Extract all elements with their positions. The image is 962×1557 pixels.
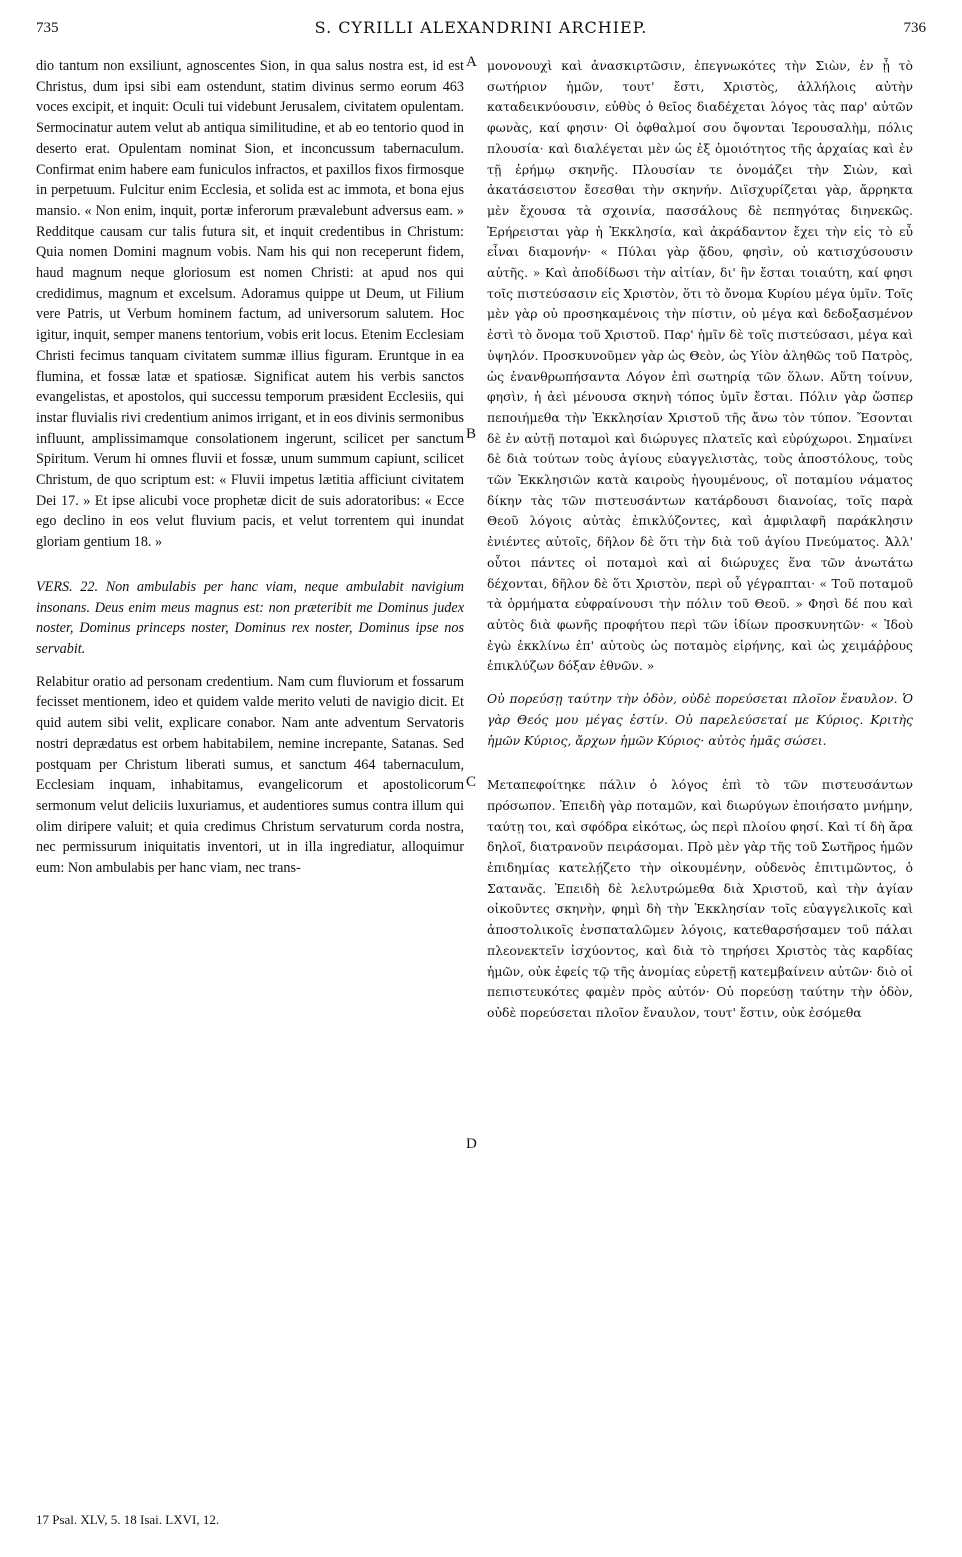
greek-column: [487, 56, 913, 1024]
latin-verse: VERS. 22. Non ambulabis per hanc viam, neque ambulabit navigium insonans. Deus enim meus magnus est: non præteribit me Dominus judex noster, Dominus princeps noster, Dominus rex noster, Dominus ipse nos servabit.: [36, 578, 464, 657]
greek-verse: Οὐ πορεύσῃ ταύτην τὴν ὁδὸν, οὐδὲ πορεύσεται πλοῖον ἔναυλον. Ὁ γὰρ Θεός μου μέγας ἐστίν. Οὐ παρελεύσεταί με Κύριος. Κριτὴς ἡμῶν Κύριος, ἄρχων ἡμῶν Κύριος· αὐτὸς ἡμᾶς σώσει.: [487, 691, 913, 748]
margin-letter-c: C: [466, 774, 477, 790]
page-number-left: 735: [36, 20, 59, 36]
margin-letter-a: A: [466, 54, 477, 70]
margin-letter-b: B: [466, 426, 477, 442]
latin-paragraph: dio tantum non exsiliunt, agnoscentes Sion, in qua salus nostra est, id est Christus, dum ipsi sibi eam ostendunt, statim divinus sermo eorum 463 voces excipit, et inquit: Oculi tui videbunt Jerusalem, civitatem opulentam. Sermocinatur autem velut ab antiqua similitudine, et ab eo tentorio quod in deserto erat. Opulentam nominat Sion, et inconcussum tabernaculum. Confirmat enim habere eam funiculos infractos, et paxillos fixos firmosque in perpetuum. Fulcitur enim Ecclesia, et solida est ac immota, et bona ejus mansio. « Non enim, inquit, portæ inferorum prævalebunt adversus eam. » Redditque causam cur talis futura sit, et inquit credentibus in Christum: Quia nomen Domini magnum vobis. Nam his qui non receperunt fidem, haud magnum neque gloriosum est nomen Christi: at apud nos qui credidimus, magnum et excelsum. Adoramus quippe ut Deum, ut Filium vere Patris, ut Verbum hominem factum, ad universorum salutem. Hoc igitur, inquit, semper manens tentorium, vobis erit locus. Etenim Ecclesiam Christi fecimus tanquam civitatem summæ illius figuram. Eruntque in ea flumina, et fossæ latæ et spatiosæ. Significat autem his verbis sanctos evangelistas, et apostolos, qui successu temporum præsident Ecclesiis, qui instar fluvialis rivi credentium animos irrigant, et in eos divinis sermonibus influunt, amplissimamque consolationem ingerunt, scilicet per sanctum Spiritum. Verum hi omnes fluvii et fossæ, unum summum capiunt, scilicet Christum, de quo scriptum est: « Fluvii impetus lætitia afficiunt civitatem Dei 17. » Et ipse alicubi voce prophetæ dicit de suis adoratoribus: « Ecce ego declino in eos velut fluvium pacis, et velut torrentem qui inundat gloriam gentium 18. »: [36, 58, 464, 551]
greek-paragraph: Μεταπεφοίτηκε πάλιν ὁ λόγος ἐπὶ τὸ τῶν πιστευσάντων πρόσωπον. Ἐπειδὴ γὰρ ποταμῶν, καὶ διωρύγων ἐποιήσατο μνήμην, ταύτῃ τοι, καὶ σφόδρα εἰκότως, ὡς περὶ πλοίου φησί. Καὶ τί δὴ ἄρα δηλοῖ, διατρανοῦν πειράσομαι. Πρὸ μὲν γὰρ τῆς τοῦ Σωτῆρος ἡμῶν ἐπιδημίας κατελῄζετο τὴν οἰκουμένην, οὐδενὸς ἐπιτιμῶντος, ὁ Σατανᾶς. Ἐπειδὴ δὲ λελυτρώμεθα διὰ Χριστοῦ, καὶ τὴν ἁγίαν οἰκοῦντες σκηνὴν, φημὶ δὴ τὴν Ἐκκλησίαν τοῖς εὐαγγελικοῖς καὶ ἀποστολικοῖς ἐνσπαταλῶμεν λόγοις, κατεθαρσήσαμεν τοῦ πάλαι πλεονεκτεῖν ἰσχύοντος, καὶ διὰ τὸ τηρήσει Χριστὸς τὰς καρδίας ἡμῶν, οὐκ ἐφείς τῷ τῆς ἀνομίας εὑρετῇ κατεμβαίνειν αὐτῶν· διὸ οἱ πεπιστευκότες φαμὲν πρὸς αὐτόν· Οὐ πορεύσῃ ταύτην τὴν ὁδὸν, οὐδὲ πορεύσεται πλοῖον ἔναυλον, τουτ' ἔστιν, οὐκ ἐσόμεθα: [487, 777, 913, 1020]
page-number-right: 736: [903, 20, 926, 36]
latin-paragraph: Relabitur oratio ad personam credentium. Nam cum fluviorum et fossarum fecisset mentionem, ideo et quidem valde merito veluti de navigio dicit. Et quid autem sibi velit, explicare conabor. Nam ante adventum Servatoris nostri deprædatus est orbem habitabilem, nemine increpante, Satanas. Sed postquam per Christum liberati sumus, et sanctum 464 tabernaculum, Ecclesiam inquam, inhabitamus, evangelicorum et apostolicorum sermonum velut deliciis luxuriamus, et audentiores sumus contra illum qui olim diripere valuit; et quia credimus Christum servaturum corda nostra, nec permissurum iniquitatis inventori, ut in illa ingrediatur, alloquimur eum: Non ambulabis per hanc viam, nec trans-: [36, 673, 464, 877]
running-header: [36, 10, 926, 50]
latin-column: [36, 56, 464, 879]
margin-letter-d: D: [466, 1136, 477, 1152]
running-title: S. CYRILLI ALEXANDRINI ARCHIEP.: [314, 18, 648, 37]
footnotes: 17 Psal. XLV, 5. 18 Isai. LXVI, 12.: [36, 1512, 220, 1527]
greek-paragraph: μονονουχὶ καὶ ἀνασκιρτῶσιν, ἐπεγνωκότες τὴν Σιὼν, ἐν ᾗ τὸ σωτήριον ἡμῶν, τουτ' ἔστι, Χριστὸς, ἀλλήλοις αὐτὴν καταδεικνύουσιν, εὐθὺς ὁ θεῖος διαδέχεται λόγος τὰς παρ' αὐτῶν φωνὰς, καί φησιν· Οἱ ὀφθαλμοί σου ὄψονται Ἱερουσαλὴμ, πόλις πλουσία· καὶ διαλέγεται μὲν ὡς ἐξ ὁμοιότητος τῆς ἀρχαίας καὶ ἐν τῇ ἐρήμῳ σκηνῆς. Πλουσίαν τε ὀνομάζει τὴν Σιὼν, καὶ ἀκατάσειστον ἔσεσθαι τὴν σκηνήν. Διϊσχυρίζεται γὰρ, ἄρρηκτα μὲν ἔχουσα τὰ σχοινία, πασσάλους δὲ πεπηγότας διηνεκῶς. Ἐρήρεισται γὰρ ἡ Ἐκκλησία, καὶ ἀκράδαντον ἔχει τὴν εἰς τὸ εὖ εἶναι διαμονήν· « Πύλαι γὰρ ᾅδου, φησὶν, οὐ κατισχύσουσιν αὐτῆς. » Καὶ ἀποδίδωσι τὴν αἰτίαν, δι' ἣν ἔσται τοιαύτη, καί φησι τοῖς πιστεύσασιν εἰς Χριστὸν, ὅτι τὸ ὄνομα Κυρίου μέγα ὑμῖν. Τοῖς μὲν γὰρ οὐ προσηκαμένοις τὴν πίστιν, οὐ μέγα καὶ δεδοξασμένον ἐστὶ τὸ ὄνομα τοῦ Χριστοῦ. Παρ' ἡμῖν δὲ τοῖς πιστεύσασι, μέγα καὶ ὑψηλόν. Προσκυνοῦμεν γὰρ ὡς Θεὸν, ὡς Υἱὸν ἀληθῶς τοῦ Πατρὸς, ὡς ἐνανθρωπήσαντα Λόγον ἐπὶ σωτηρίᾳ τῶν ὅλων. Αὕτη τοίνυν, φησὶν, ἡ ἀεὶ μένουσα σκηνὴ τόπος ὑμῖν ἔσται. Πόλιν γὰρ ὥσπερ πεποιήμεθα τὴν Ἐκκλησίαν Χριστοῦ τῆς ἄνω τὸν τύπον. Ἔσονται δὲ ἐν αὐτῇ ποταμοὶ καὶ διώρυγες πλατεῖς καὶ εὐρύχωροι. Σημαίνει δὲ διὰ τούτων τοὺς ἁγίους εὐαγγελιστὰς, τοὺς ἀποστόλους, τοὺς τῶν Ἐκκλησιῶν κατὰ καιροὺς ἡγουμένους, οἳ ποταμίου νάματος δίκην τὰς τῶν πιστευσάντων κατάρδουσι διανοίας, τοῖς παρὰ Θεοῦ λόγοις αὐτὰς ἐπικλύζοντες, καὶ ἀμφιλαφῆ παράκλησιν ἐνιέντες αὐτοῖς, δῆλον δὲ ὅτι τὴν διὰ τοῦ ἁγίου Πνεύματος. Ἀλλ' οὗτοι πάντες οἱ ποταμοὶ καὶ αἱ διώρυχες ἕνα τῶν ἀνωτάτω δέχονται, δῆλον δὲ ὅτι Χριστὸν, περὶ οὗ γέγραπται· « Τοῦ ποταμοῦ τὰ ὁρμήματα εὐφραίνουσι τὴν πόλιν τοῦ Θεοῦ. » Φησὶ δέ που καὶ αὐτὸς διὰ φωνῆς προφήτου περὶ τῶν ἰδίων προσκυνητῶν· « Ἰδοὺ ἐγὼ ἐκκλίνω ἐπ' αὐτοὺς ὡς ποταμὸς εἰρήνης, καὶ ὡς χειμάῤῥους ἐπικλύζων δόξαν ἐθνῶν. »: [487, 58, 913, 674]
